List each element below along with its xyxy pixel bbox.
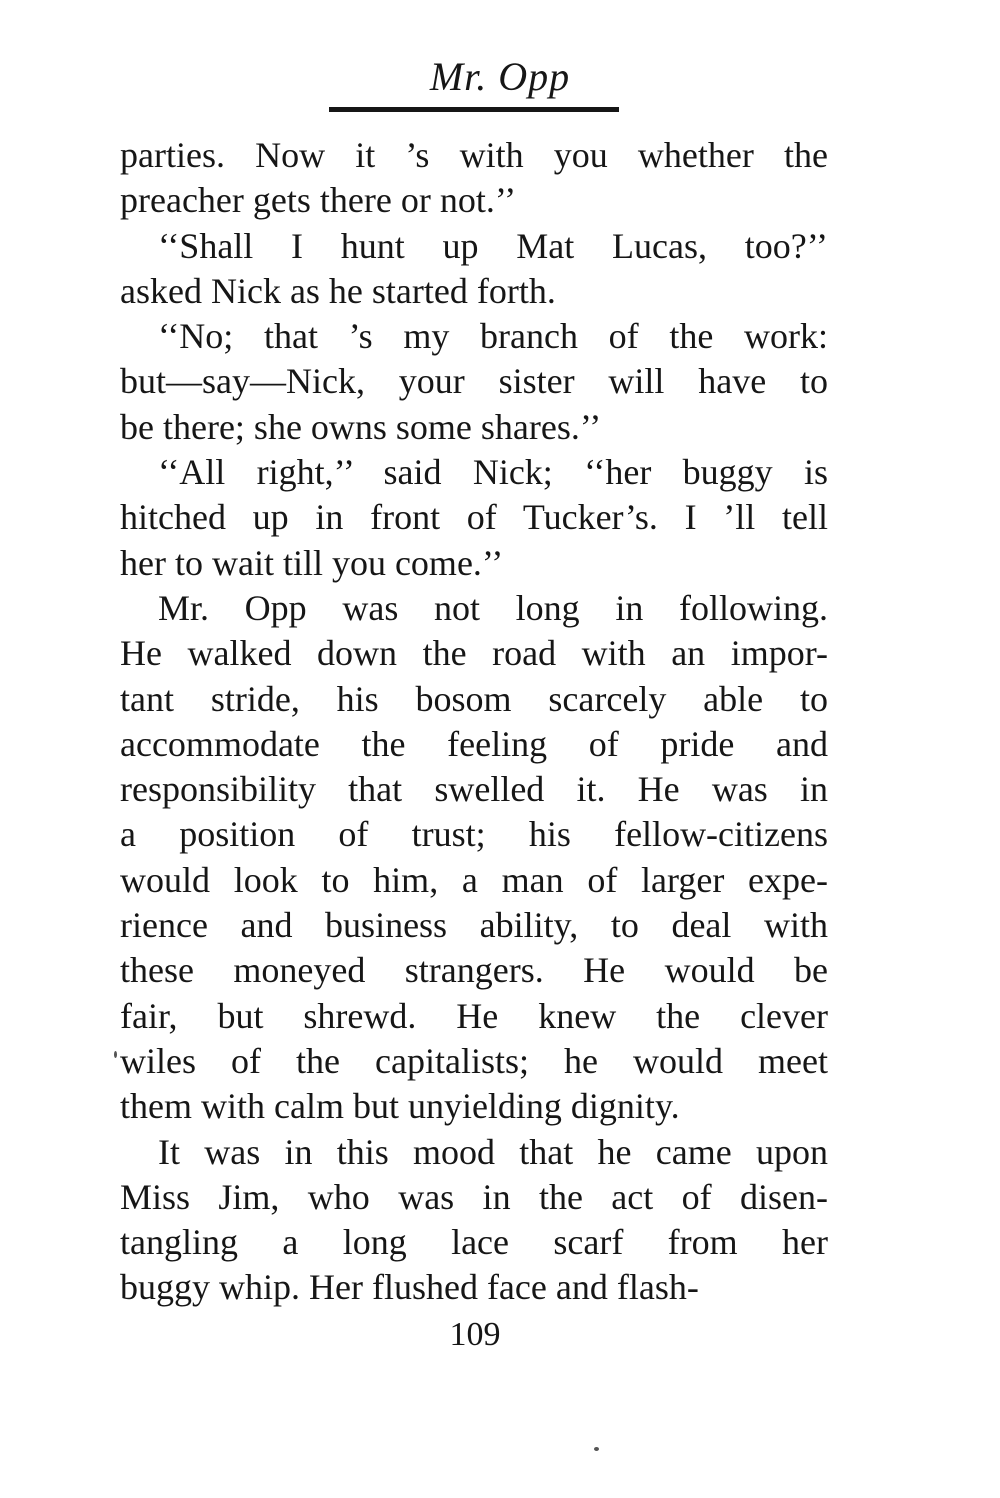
text-line: these moneyed strangers. He would be (120, 950, 828, 991)
text-line: tangling a long lace scarf from her (120, 1222, 828, 1263)
text-line: He walked down the road with an impor- (120, 633, 828, 674)
text-line: ‘‘Shall I hunt up Mat Lucas, too?’’ (158, 225, 828, 266)
text-line: hitched up in front of Tucker’s. I ’ll tell (120, 497, 828, 538)
text-line: tant stride, his bosom scarcely able to (120, 678, 828, 719)
text-line: fair, but shrewd. He knew the clever (120, 995, 828, 1036)
text-line: responsibility that swelled it. He was in (120, 769, 828, 810)
text-line: parties. Now it ’s with you whether the (120, 135, 828, 175)
page-number: 109 (449, 1316, 501, 1353)
text-line: It was in this mood that he came upon (158, 1131, 828, 1172)
text-line: them with calm but unyielding dignity. (120, 1086, 680, 1127)
header-rule (329, 107, 619, 112)
paragraph (120, 450, 828, 586)
text-line: wiles of the capitalists; he would meet (120, 1040, 828, 1081)
text-line: Mr. Opp was not long in following. (158, 587, 828, 628)
text-line: accommodate the feeling of pride and (120, 723, 828, 764)
text-line: rience and business ability, to deal with (120, 905, 828, 946)
scan-speck (114, 1051, 117, 1058)
text-line: a position of trust; his fellow-citizens (120, 814, 828, 855)
text-line: her to wait till you come.’’ (120, 542, 504, 583)
body-text (120, 133, 828, 1311)
text-line: would look to him, a man of larger expe- (120, 859, 828, 900)
paragraph (120, 314, 828, 450)
text-line: Miss Jim, who was in the act of disen- (120, 1176, 828, 1217)
text-line: but—say—Nick, your sister will have to (120, 361, 828, 402)
text-line: ‘‘No; that ’s my branch of the work: (158, 316, 828, 357)
text-line: preacher gets there or not.’’ (120, 180, 517, 221)
text-line: buggy whip. Her flushed face and flash- (120, 1267, 699, 1308)
text-line: be there; she owns some shares.’’ (120, 406, 602, 447)
text-line: asked Nick as he started forth. (120, 270, 556, 311)
paragraph (120, 1130, 828, 1311)
text-line: ‘‘All right,’’ said Nick; ‘‘her buggy is (158, 452, 828, 493)
paragraph (120, 133, 828, 224)
running-head: Mr. Opp (429, 54, 571, 99)
paragraph (120, 586, 828, 1130)
scan-speck (594, 1447, 599, 1451)
paragraph (120, 224, 828, 315)
